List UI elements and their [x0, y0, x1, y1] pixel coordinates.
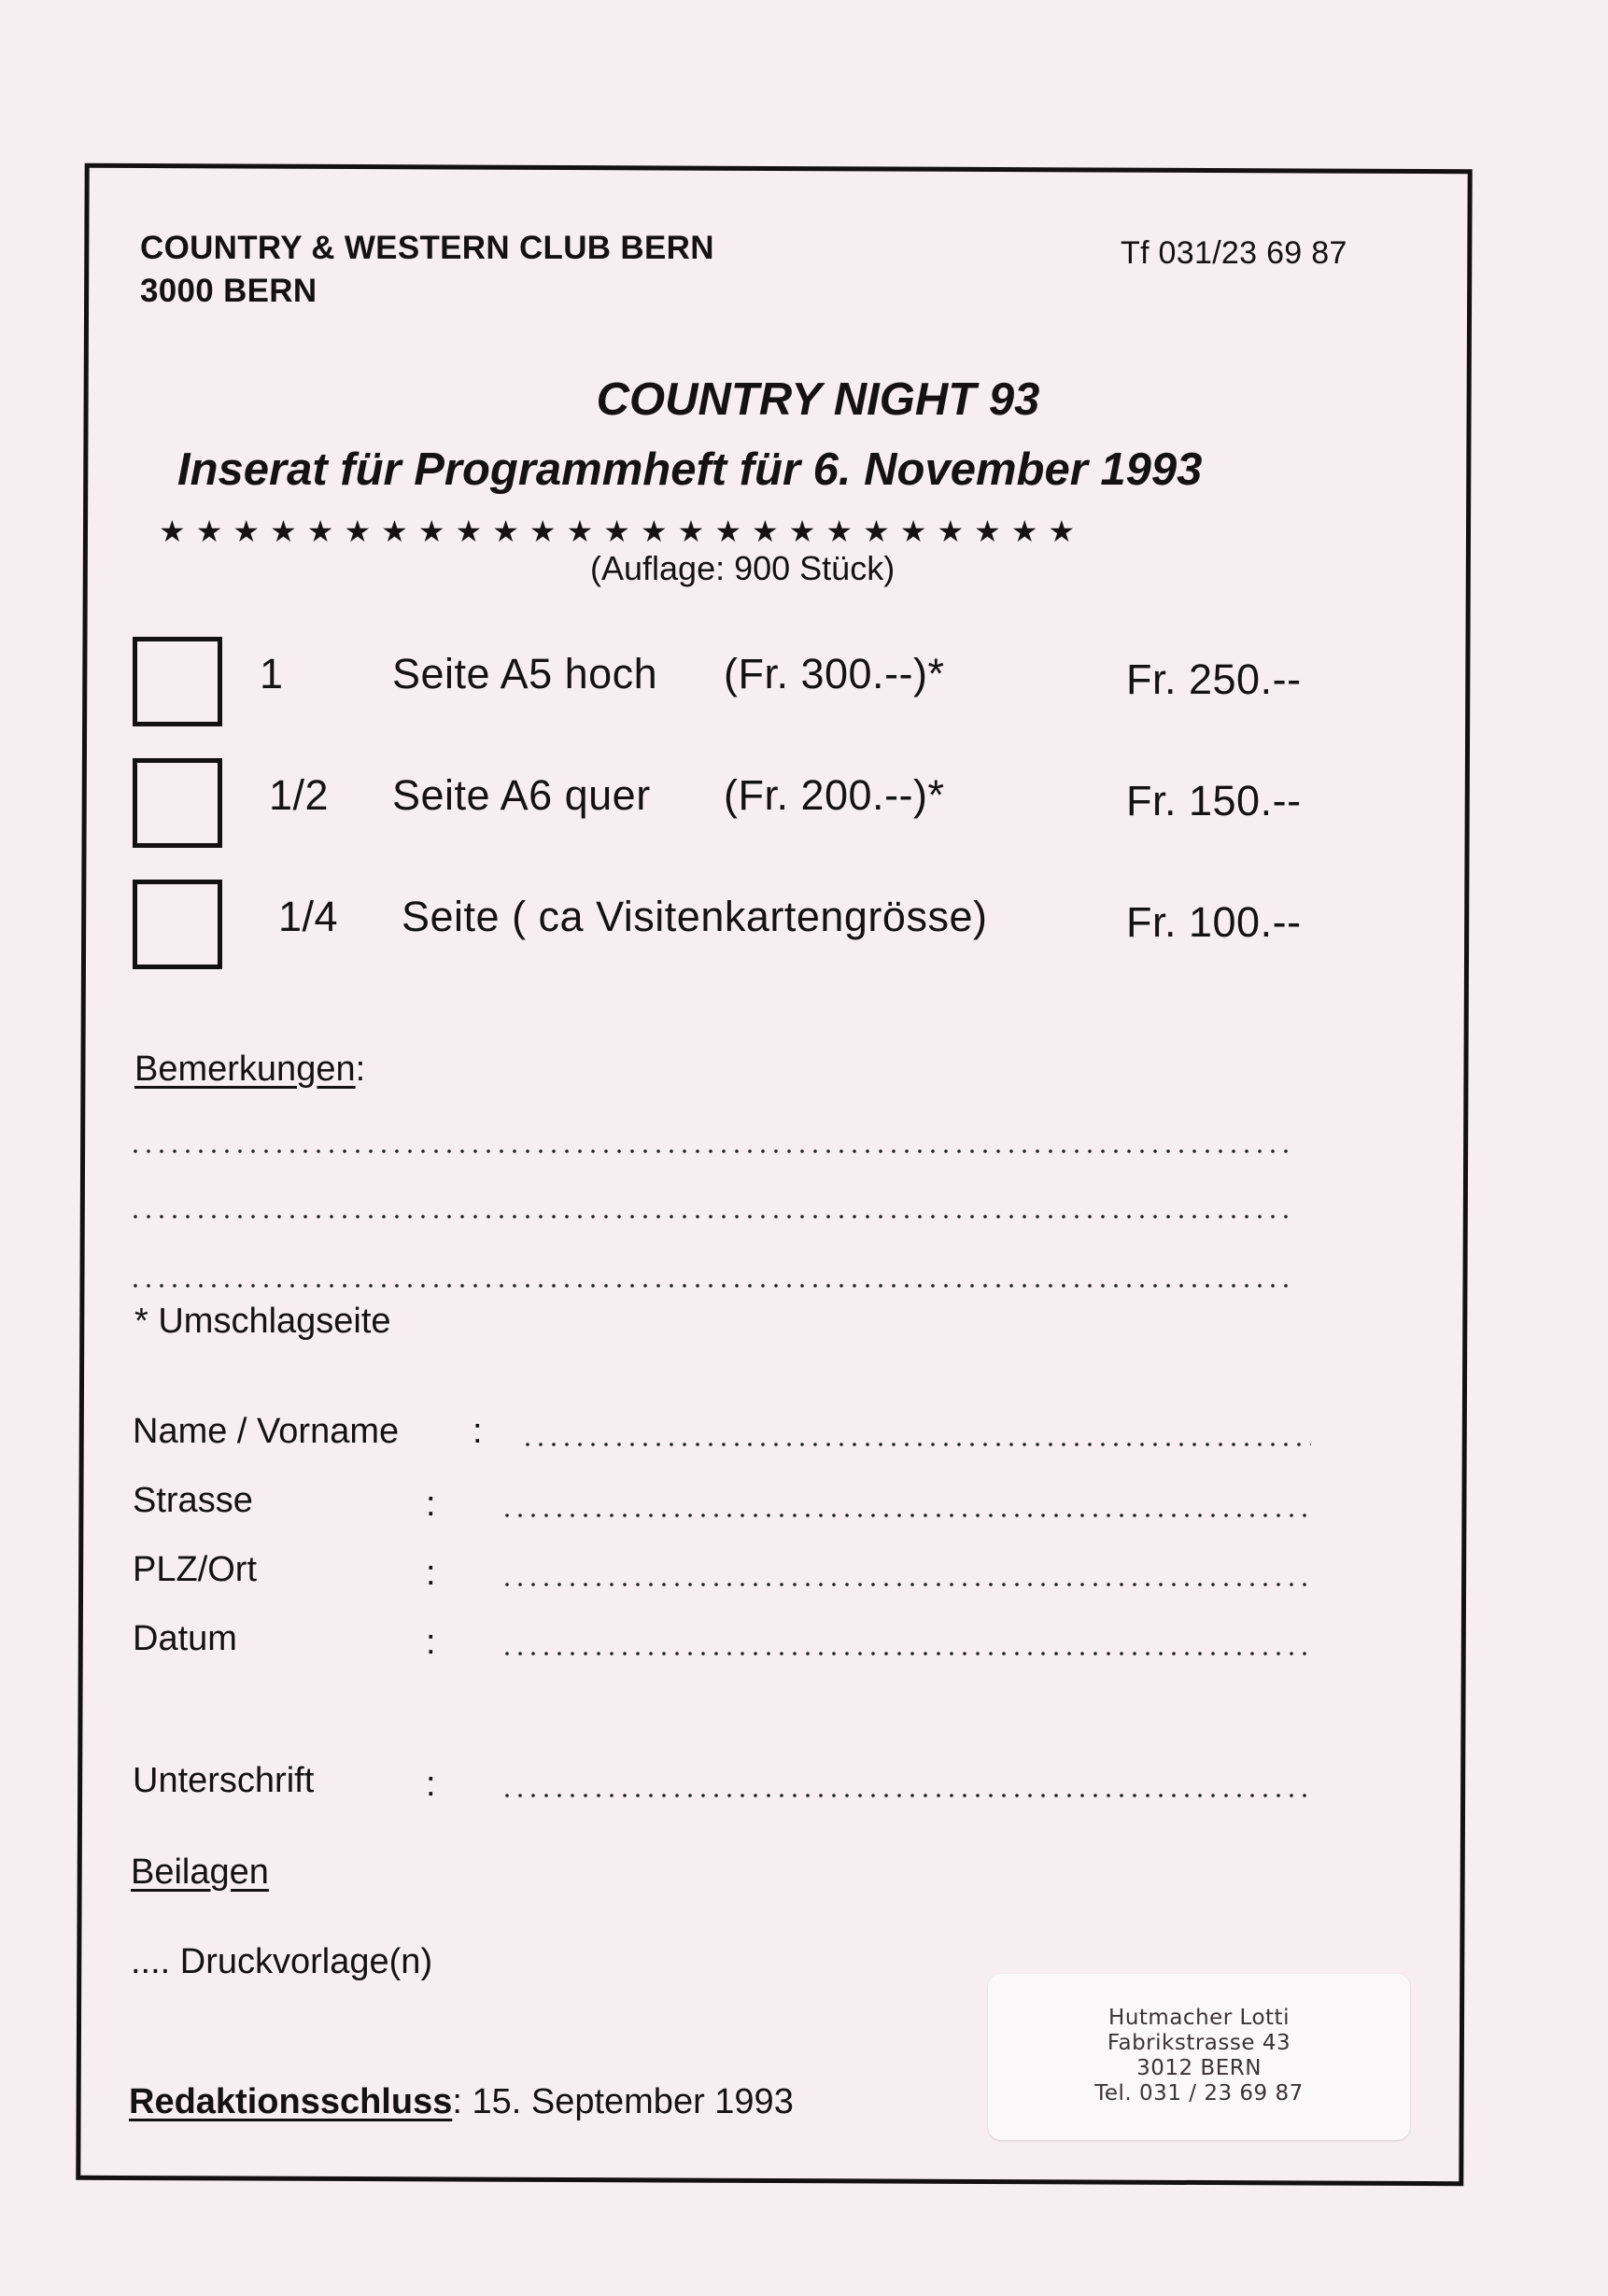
- colon: :: [426, 1623, 436, 1662]
- stamp-street: Fabrikstrasse 43: [1107, 2031, 1291, 2055]
- cover-footnote: * Umschlagseite: [134, 1302, 391, 1341]
- colon: :: [426, 1765, 436, 1804]
- name-label: Name / Vorname: [133, 1412, 400, 1451]
- stamp-phone: Tel. 031 / 23 69 87: [1094, 2081, 1304, 2106]
- club-name: COUNTRY & WESTERN CLUB BERN: [140, 230, 714, 266]
- remarks-line-3[interactable]: [129, 1283, 1292, 1289]
- date-field[interactable]: [501, 1651, 1311, 1656]
- stamp-name: Hutmacher Lotti: [1108, 2006, 1290, 2030]
- address-stamp: [988, 1974, 1410, 2140]
- option-price: Fr. 100.--: [1126, 898, 1302, 946]
- stamp-city: 3012 BERN: [1136, 2056, 1262, 2080]
- name-field[interactable]: [521, 1442, 1311, 1447]
- option-price: Fr. 150.--: [1126, 777, 1302, 824]
- event-title: COUNTRY NIGHT 93: [596, 374, 1040, 425]
- circulation-note: (Auflage: 900 Stück): [590, 549, 896, 587]
- option-size: 1: [260, 650, 284, 697]
- street-label: Strasse: [133, 1481, 253, 1520]
- checkbox-quarter-page[interactable]: [133, 880, 222, 969]
- colon: :: [426, 1485, 436, 1524]
- option-cover-price: (Fr. 200.--)*: [724, 771, 945, 819]
- option-cover-price: (Fr. 300.--)*: [724, 650, 945, 697]
- colon: :: [473, 1412, 483, 1451]
- option-price: Fr. 250.--: [1126, 655, 1302, 703]
- remarks-label: Bemerkungen:: [134, 1049, 366, 1089]
- checkbox-full-page[interactable]: [133, 637, 222, 726]
- remarks-line-1[interactable]: [129, 1148, 1292, 1154]
- star-divider: ★★★★★★★★★★★★★★★★★★★★★★★★★: [159, 514, 1086, 548]
- colon: :: [426, 1554, 436, 1593]
- signature-field[interactable]: [501, 1793, 1311, 1798]
- date-label: Datum: [133, 1619, 237, 1658]
- option-description: Seite ( ca Visitenkartengrösse): [402, 893, 988, 940]
- attachment-item: .... Druckvorlage(n): [131, 1942, 433, 1981]
- checkbox-half-page[interactable]: [133, 758, 222, 848]
- club-city: 3000 BERN: [140, 273, 317, 309]
- city-label: PLZ/Ort: [133, 1550, 258, 1589]
- deadline: Redaktionsschluss: 15. September 1993: [129, 2082, 794, 2121]
- remarks-line-2[interactable]: [129, 1214, 1292, 1219]
- option-size: 1/2: [269, 771, 330, 819]
- option-description: Seite A5 hoch: [392, 650, 658, 697]
- ad-title: Inserat für Programmheft für 6. November 1993: [177, 444, 1203, 495]
- option-size: 1/4: [278, 893, 339, 940]
- attachments-label: Beilagen: [131, 1852, 269, 1892]
- street-field[interactable]: [501, 1513, 1311, 1518]
- signature-label: Unterschrift: [133, 1761, 315, 1800]
- club-phone: Tf 031/23 69 87: [1121, 235, 1347, 271]
- city-field[interactable]: [501, 1582, 1311, 1587]
- option-description: Seite A6 quer: [392, 771, 651, 819]
